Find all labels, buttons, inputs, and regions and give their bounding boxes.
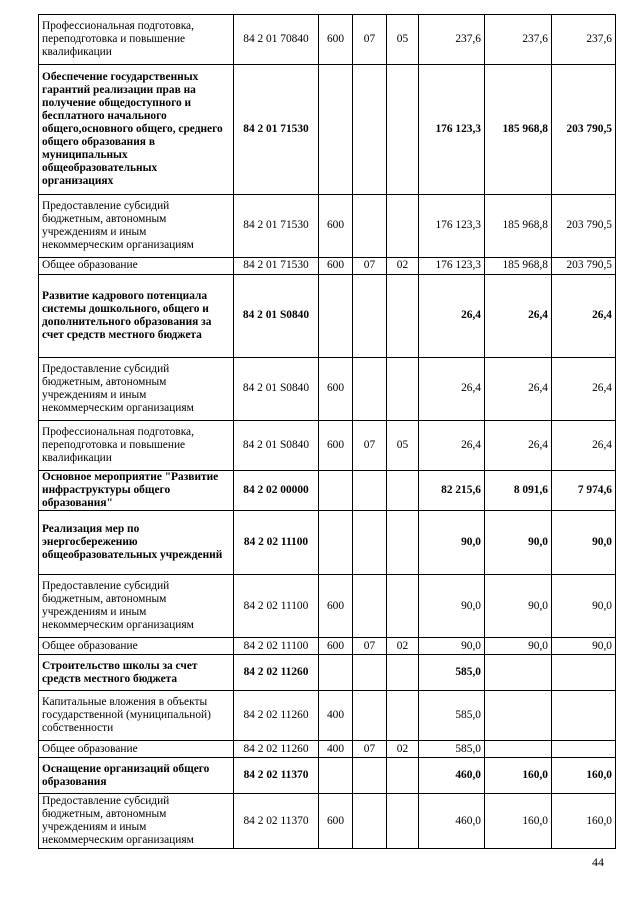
row-value-3: 90,0 — [552, 638, 616, 655]
row-name: Общее образование — [39, 258, 234, 275]
row-value-2: 185 968,8 — [485, 195, 552, 258]
row-value-1: 82 215,6 — [419, 471, 485, 511]
row-code: 84 2 02 11260 — [234, 691, 319, 741]
table-row — [39, 575, 616, 638]
row-value-1: 585,0 — [419, 741, 485, 758]
row-name: Предоставление субсидий бюджетным, автономным учреждениям и иным некоммерческим организациям — [39, 575, 234, 638]
row-vr — [319, 758, 353, 794]
row-vr: 600 — [319, 258, 353, 275]
row-pr — [387, 691, 419, 741]
table-row — [39, 195, 616, 258]
row-value-2 — [485, 655, 552, 691]
row-rz: 07 — [353, 258, 387, 275]
row-rz — [353, 655, 387, 691]
row-value-2: 90,0 — [485, 575, 552, 638]
row-pr — [387, 275, 419, 358]
row-vr: 600 — [319, 421, 353, 471]
table-row — [39, 15, 616, 65]
row-value-1: 26,4 — [419, 358, 485, 421]
row-rz: 07 — [353, 741, 387, 758]
row-value-2: 237,6 — [485, 15, 552, 65]
row-vr — [319, 471, 353, 511]
row-value-3: 203 790,5 — [552, 258, 616, 275]
row-rz — [353, 195, 387, 258]
row-pr — [387, 758, 419, 794]
row-value-3: 90,0 — [552, 511, 616, 575]
row-name: Общее образование — [39, 741, 234, 758]
row-name: Оснащение организаций общего образования — [39, 758, 234, 794]
row-value-2: 185 968,8 — [485, 65, 552, 195]
budget-table — [38, 14, 616, 849]
row-name: Строительство школы за счет средств местного бюджета — [39, 655, 234, 691]
row-code: 84 2 02 11100 — [234, 638, 319, 655]
row-vr: 600 — [319, 195, 353, 258]
row-value-2: 160,0 — [485, 758, 552, 794]
row-rz — [353, 575, 387, 638]
row-value-2 — [485, 741, 552, 758]
row-vr — [319, 275, 353, 358]
row-value-3 — [552, 741, 616, 758]
row-vr: 600 — [319, 358, 353, 421]
row-value-1: 460,0 — [419, 758, 485, 794]
table-row — [39, 655, 616, 691]
row-code: 84 2 02 11370 — [234, 758, 319, 794]
row-code: 84 2 01 70840 — [234, 15, 319, 65]
row-pr: 02 — [387, 638, 419, 655]
row-value-2: 160,0 — [485, 794, 552, 849]
row-vr: 400 — [319, 691, 353, 741]
row-value-2: 26,4 — [485, 275, 552, 358]
row-value-2: 26,4 — [485, 421, 552, 471]
row-name: Предоставление субсидий бюджетным, автономным учреждениям и иным некоммерческим организациям — [39, 195, 234, 258]
row-name: Предоставление субсидий бюджетным, автономным учреждениям и иным некоммерческим организациям — [39, 358, 234, 421]
row-vr: 600 — [319, 575, 353, 638]
row-pr — [387, 794, 419, 849]
row-pr — [387, 511, 419, 575]
row-rz: 07 — [353, 15, 387, 65]
row-rz — [353, 65, 387, 195]
row-value-1: 90,0 — [419, 638, 485, 655]
row-code: 84 2 02 11260 — [234, 655, 319, 691]
row-value-3: 160,0 — [552, 758, 616, 794]
row-rz — [353, 794, 387, 849]
row-rz — [353, 358, 387, 421]
row-rz: 07 — [353, 638, 387, 655]
row-code: 84 2 01 S0840 — [234, 358, 319, 421]
row-name: Профессиональная подготовка, переподготовка и повышение квалификации — [39, 421, 234, 471]
row-vr — [319, 655, 353, 691]
row-pr: 05 — [387, 421, 419, 471]
row-value-1: 26,4 — [419, 421, 485, 471]
row-code: 84 2 01 S0840 — [234, 275, 319, 358]
row-pr — [387, 195, 419, 258]
row-rz — [353, 275, 387, 358]
table-row — [39, 758, 616, 794]
row-value-3: 237,6 — [552, 15, 616, 65]
row-value-3: 90,0 — [552, 575, 616, 638]
row-name: Предоставление субсидий бюджетным, автономным учреждениям и иным некоммерческим организациям — [39, 794, 234, 849]
row-value-1: 176 123,3 — [419, 195, 485, 258]
table-row — [39, 258, 616, 275]
table-row — [39, 471, 616, 511]
row-pr — [387, 575, 419, 638]
row-value-3: 203 790,5 — [552, 195, 616, 258]
row-rz — [353, 691, 387, 741]
row-value-3 — [552, 655, 616, 691]
row-value-1: 237,6 — [419, 15, 485, 65]
row-code: 84 2 01 71530 — [234, 195, 319, 258]
row-pr: 05 — [387, 15, 419, 65]
row-rz — [353, 471, 387, 511]
row-vr: 600 — [319, 638, 353, 655]
row-value-1: 176 123,3 — [419, 258, 485, 275]
row-name: Профессиональная подготовка, переподготовка и повышение квалификации — [39, 15, 234, 65]
row-code: 84 2 02 11370 — [234, 794, 319, 849]
row-rz: 07 — [353, 421, 387, 471]
row-vr — [319, 65, 353, 195]
row-value-1: 90,0 — [419, 511, 485, 575]
row-value-2: 26,4 — [485, 358, 552, 421]
row-code: 84 2 01 71530 — [234, 258, 319, 275]
row-pr: 02 — [387, 258, 419, 275]
row-value-2: 185 968,8 — [485, 258, 552, 275]
row-name: Развитие кадрового потенциала системы дошкольного, общего и дополнительного образования за счет средств местного бюджета — [39, 275, 234, 358]
row-name: Капитальные вложения в объекты государственной (муниципальной) собственности — [39, 691, 234, 741]
row-value-1: 90,0 — [419, 575, 485, 638]
row-code: 84 2 01 S0840 — [234, 421, 319, 471]
row-name: Реализация мер по энергосбережению общеобразовательных учреждений — [39, 511, 234, 575]
row-vr: 600 — [319, 15, 353, 65]
row-value-1: 460,0 — [419, 794, 485, 849]
row-value-3: 26,4 — [552, 421, 616, 471]
table-row — [39, 421, 616, 471]
table-body — [39, 15, 616, 849]
row-pr — [387, 655, 419, 691]
row-value-3: 203 790,5 — [552, 65, 616, 195]
row-pr — [387, 471, 419, 511]
row-pr — [387, 358, 419, 421]
row-value-2: 8 091,6 — [485, 471, 552, 511]
row-name: Общее образование — [39, 638, 234, 655]
row-vr — [319, 511, 353, 575]
row-value-3: 7 974,6 — [552, 471, 616, 511]
table-row — [39, 511, 616, 575]
row-vr: 600 — [319, 794, 353, 849]
row-value-1: 585,0 — [419, 655, 485, 691]
row-value-1: 26,4 — [419, 275, 485, 358]
table-row — [39, 65, 616, 195]
row-value-3: 26,4 — [552, 275, 616, 358]
row-value-2: 90,0 — [485, 638, 552, 655]
table-row — [39, 638, 616, 655]
row-name: Обеспечение государственных гарантий реализации прав на получение общедоступного и бесплатного начального общего,основного общего, среднего общего образования в муниципальных общеобразовательных организациях — [39, 65, 234, 195]
table-row — [39, 741, 616, 758]
row-code: 84 2 01 71530 — [234, 65, 319, 195]
row-pr — [387, 65, 419, 195]
row-rz — [353, 758, 387, 794]
row-value-2: 90,0 — [485, 511, 552, 575]
table-row — [39, 794, 616, 849]
row-code: 84 2 02 00000 — [234, 471, 319, 511]
row-pr: 02 — [387, 741, 419, 758]
row-value-1: 585,0 — [419, 691, 485, 741]
row-value-2 — [485, 691, 552, 741]
table-row — [39, 275, 616, 358]
row-code: 84 2 02 11100 — [234, 511, 319, 575]
row-code: 84 2 02 11260 — [234, 741, 319, 758]
row-rz — [353, 511, 387, 575]
row-value-1: 176 123,3 — [419, 65, 485, 195]
row-code: 84 2 02 11100 — [234, 575, 319, 638]
page-number: 44 — [592, 855, 604, 869]
table-row — [39, 358, 616, 421]
row-name: Основное мероприятие "Развитие инфраструктуры общего образования" — [39, 471, 234, 511]
row-value-3: 160,0 — [552, 794, 616, 849]
row-vr: 400 — [319, 741, 353, 758]
row-value-3 — [552, 691, 616, 741]
table-row — [39, 691, 616, 741]
row-value-3: 26,4 — [552, 358, 616, 421]
